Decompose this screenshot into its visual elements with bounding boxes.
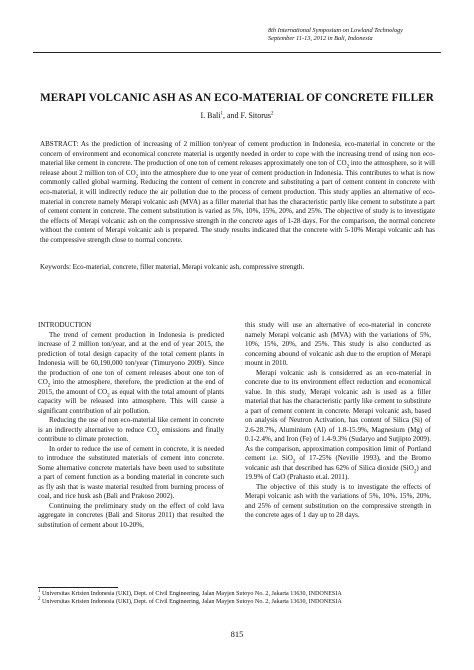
author-2-affiliation: 2 [271, 111, 274, 117]
intro-paragraph-2 [38, 416, 224, 445]
intro-p1-text-b: into the atmosphere, therefore, the prediction at the end of 2015, the amount of CO [38, 378, 224, 396]
header-rule [33, 52, 441, 53]
intro-p2-sub: 2 [156, 430, 160, 436]
right-p2-text-c: ) and 19.9% of CaO (Prahasto et.al. 2011). [245, 463, 431, 481]
right-paragraph-3: The objective of this study is to investigate the effects of Merapi volcanic ash with the variations of 5%, 10%, 15%, 20%, and 25% of cement substitution on the compressive strength in the concrete ages of 1 day up to 28 days. [245, 482, 431, 519]
right-paragraph-2 [245, 369, 431, 483]
author-2: F. Sitorus [240, 111, 272, 120]
footnote-1-marker: 1 [38, 588, 41, 594]
right-p2-sub-2: 2 [413, 468, 417, 474]
keywords: Keywords: Eco-material, concrete, filler material, Merapi volcanic ash, compressive strength. [40, 263, 305, 271]
intro-p2-text-a: Reducing the use of non eco-material like cement in concrete is an indirectly alternative to reduce CO [38, 416, 224, 434]
intro-p1-sub-1: 2 [47, 383, 51, 389]
author-1: I. Bali [200, 111, 221, 120]
author-separator: , and [222, 111, 241, 120]
right-p2-sub-1: 2 [292, 459, 296, 465]
intro-p1-text-c: as equal with the total amount of plants capacity will be released into atmosphere. This will cause a significant contribution of air pollution. [38, 387, 225, 415]
abstract-text-2: into the atmosphere, so it will release about 2 million ton of CO [40, 159, 435, 177]
footnote-1 [38, 590, 438, 598]
right-column [245, 321, 431, 521]
footnote-1-text: Universitas Kristen Indonesia (UKI), Dept. of Civil Engineering, Jalan Mayjen Sutoyo No. 2, Jakarta 13630, INDONESIA [40, 591, 342, 597]
conference-header [268, 27, 438, 43]
right-p2-text-a: Merapi volcanic ash is considerred as an eco-material in concrete due to its environment effect reduction and economical value. In this study, Merapi volcanic ash is used as a filler material that has the characteristic partly like cement to substitute a part of cement content in concrete. Merapi volcanic ash, based on analysis of Neutron Activation, has content of Silica (Si) of 2.6-28.7%, Aluminium (Al) of 1.8-15.9%, Magnesium (Mg) of 0.1-2.4%, and Iron (Fe) of 1.4-9.3% (Sudaryo and Sutjipto 2009). As the comparison, approximation composition limit of Portland cement i.e. SiO [245, 368, 431, 462]
intro-paragraph-3: In order to reduce the use of cement in concrete, it is needed to introduce the substituted materials of cement into concrete. Some alternative concrete materials have been used to substitute a part of cement function as a bonding material in concrete such as fly ash that is waste material resulted from burning process of coal, and rice husk ash (Bali and Prakoso 2002). [38, 444, 224, 500]
intro-paragraph-4: Continuing the preliminary study on the effect of cold lava aggregate in concretes (Bali and Sitorus 2011) that resulted the substitution of cement about 10-20%, [38, 501, 224, 529]
intro-paragraph-1 [38, 331, 224, 417]
paper-title: MERAPI VOLCANIC ASH AS AN ECO-MATERIAL OF CONCRETE FILLER [40, 92, 434, 104]
intro-p1-text-a: The trend of cement production in Indonesia is predicted increase of 2 million ton/year, and at the end of year 2015, the prediction of total design capacity of the total cement plants in Indonesia will be 60,190,000 ton/year (Timuryono 2009). Since the production of one ton of cement releases about one ton of CO [38, 330, 224, 386]
footnote-2-marker: 2 [38, 596, 41, 602]
left-column [38, 321, 224, 530]
section-heading-introduction: INTRODUCTION [38, 321, 92, 329]
abstract-text-1: ABSTRACT: As the prediction of increasing of 2 million ton/year of cement production in Indonesia, eco-material in concrete or the concern of environment and economical concrete material is urgently needed in order to cope with the increasing trend of using non eco-material like cement in concrete. The production of one ton of cement releases approximately one ton of CO [40, 140, 435, 168]
abstract [40, 140, 435, 246]
abstract-text-3: into the atmosphere due to one year of cement production in Indonesia. This contributes to what is now commonly called global warming. Reducing the content of cement in concrete and substituting a part of cement content in concrete with eco-material, it will indirectly reduce the air pollution due to the process of cement production. This study applies an alternative of eco-material in concrete namely Merapi volcanic ash (MVA) as a filler material that has the characteristic partly like cement to substitute a part of cement content in concrete. The cement substitution is varied as 5%, 10%, 15%, 20%, and 25%. The objective of study is to investigate the effects of Merapi volcanic ash on the compressive strength in the concrete ages of 1-28 days. For the comparison, the normal concrete without the content of Merapi volcanic ash is prepared. The study results indicated that the concrete with 5-10% Merapi volcanic ash has the compressive strength close to normal concrete. [40, 168, 435, 244]
intro-p1-sub-2: 2 [107, 392, 110, 398]
abstract-subscript-2: 2 [135, 174, 139, 180]
author-line [0, 111, 474, 120]
intro-p2-text-b: emissions and finally contribute to climate protection. [38, 425, 224, 443]
conference-line-2: September 11-13, 2012 in Bali, Indonesia [268, 35, 373, 43]
right-paragraph-1: this study will use an alternative of eco-material in concrete namely Merapi volcanic ash (MVA) with the variations of 5%, 10%, 15%, 20%, and 25%. This study is also conducted as concerning abound of volcanic ash due to the eruption of Merapi mount in 2010. [245, 321, 431, 367]
footnote-2-text: Universitas Kristen Indonesia (UKI), Dept. of Civil Engineering, Jalan Mayjen Sutoyo No. 2, Jakarta 13630, INDONESIA [40, 599, 342, 605]
conference-line-1: 8th International Symposium on Lowland Technology [268, 27, 403, 34]
footnote-rule [38, 587, 118, 588]
right-p2-text-b: of 17-25% (Neville 1993), and the Bromo volcanic ash that described has 62% of Silica dioxide (SiO [245, 454, 431, 472]
abstract-subscript-1: 2 [346, 164, 350, 170]
footnote-2 [38, 598, 438, 606]
author-1-affiliation: 1 [220, 111, 223, 117]
footnotes [38, 590, 438, 606]
page-number: 815 [230, 629, 244, 639]
